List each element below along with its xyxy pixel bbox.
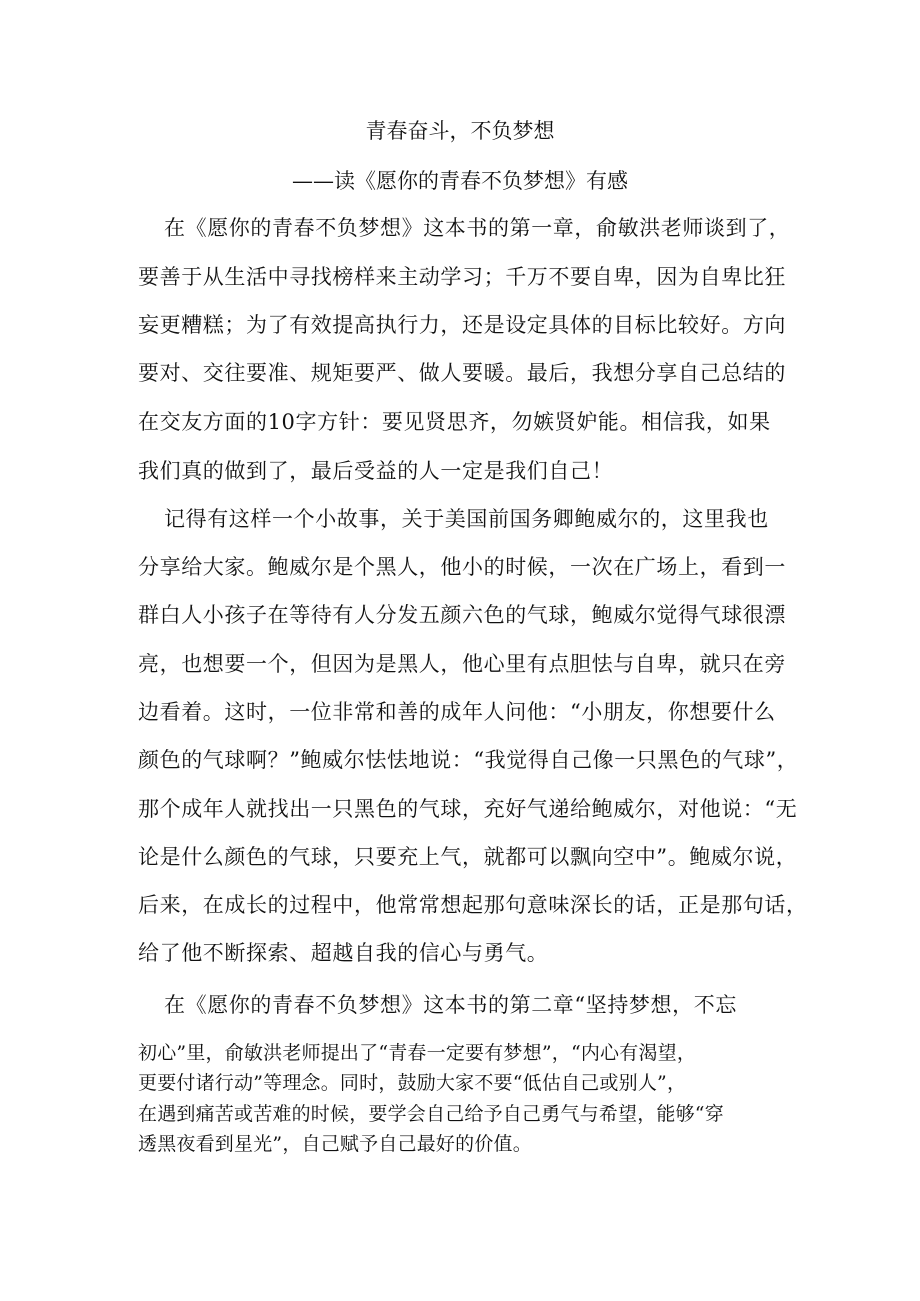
paragraph-2-line: 边看着。这时，一位非常和善的成年人问他：“小朋友，你想要什么 [138,700,776,724]
paragraph-1-line: 我们真的做到了，最后受益的人一定是我们自己！ [138,459,614,483]
paragraph-3-line: 更要付诸行动”等理念。同时，鼓励大家不要“低估自己或别人”， [138,1072,687,1094]
paragraph-2-line: 论是什么颜色的气球，只要充上气，就都可以飘向空中”。鲍威尔说， [138,845,798,869]
paragraph-2-line: 分享给大家。鲍威尔是个黑人，他小的时候，一次在广场上，看到一 [138,555,786,579]
paragraph-1-line: 在交友方面的10字方针：要见贤思齐，勿嫉贤妒能。相信我，如果 [138,410,771,434]
paragraph-2-line: 给了他不断探索、超越自我的信心与勇气。 [138,941,549,965]
paragraph-3-line: 在遇到痛苦或苦难的时候，要学会自己给予自己勇气与希望，能够“穿 [138,1103,724,1125]
paragraph-2-line: 颜色的气球啊？”鲍威尔怯怯地说：“我觉得自己像一只黑色的气球”， [138,748,799,772]
paragraph-2-line: 后来，在成长的过程中，他常常想起那句意味深长的话，正是那句话， [138,893,808,917]
paragraph-3-line: 在《愿你的青春不负梦想》这本书的第二章“坚持梦想，不忘 [164,993,737,1017]
paragraph-2-line: 群白人小孩子在等待有人分发五颜六色的气球，鲍威尔觉得气球很漂 [138,603,786,627]
paragraph-1-line: 在《愿你的青春不负梦想》这本书的第一章，俞敏洪老师谈到了， [164,216,791,240]
paragraph-2-line: 记得有这样一个小故事，关于美国前国务卿鲍威尔的，这里我也 [164,507,769,531]
paragraph-1-line: 妄更糟糕；为了有效提高执行力，还是设定具体的目标比较好。方向 [138,313,786,337]
paragraph-1-line: 要对、交往要准、规矩要严、做人要暖。最后，我想分享自己总结的 [138,361,786,385]
document-title: 青春奋斗，不负梦想 [365,119,555,143]
paragraph-3-line: 初心”里，俞敏洪老师提出了“青春一定要有梦想”，“内心有渴望， [138,1042,697,1064]
paragraph-1-line: 要善于从生活中寻找榜样来主动学习；千万不要自卑，因为自卑比狂 [138,265,786,289]
document-subtitle: ——读《愿你的青春不负梦想》有感 [292,169,628,193]
paragraph-3-line: 透黑夜看到星光”，自己赋予自己最好的价值。 [138,1133,532,1155]
paragraph-2-line: 那个成年人就找出一只黑色的气球，充好气递给鲍威尔，对他说：“无 [138,797,798,821]
paragraph-2-line: 亮，也想要一个，但因为是黑人，他心里有点胆怯与自卑，就只在旁 [138,652,786,676]
